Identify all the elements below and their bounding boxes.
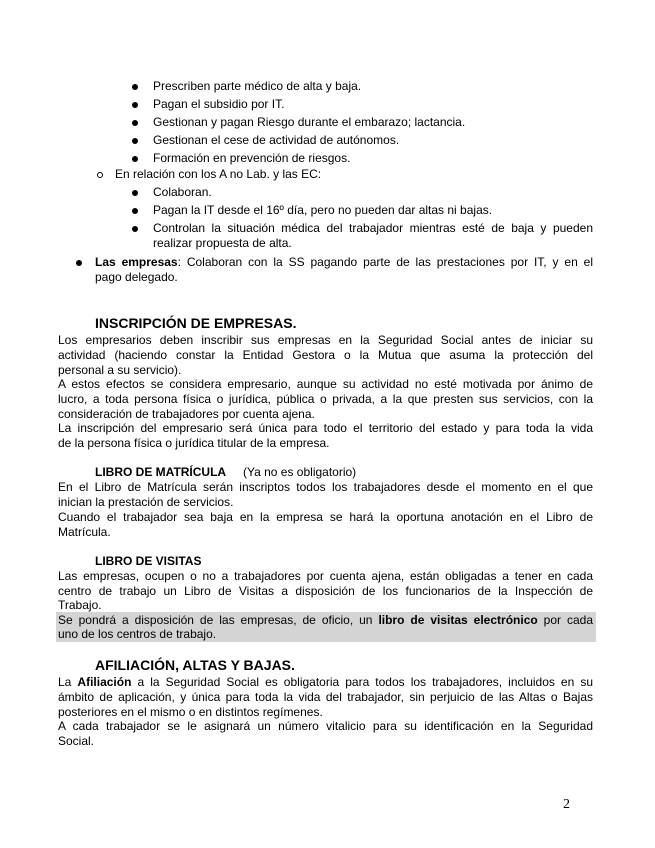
paragraph-line [58, 613, 593, 628]
emphasis-text: Las empresas [95, 255, 178, 269]
paragraph-line: inician la prestación de servicios. [58, 495, 234, 509]
paragraph-line: Social. [58, 734, 95, 748]
list-item: Pagan la IT desde el 16º día, pero no pueden dar altas ni bajas. [153, 203, 493, 217]
subsection-heading: LIBRO DE MATRÍCULA [95, 465, 227, 479]
bullet-icon [132, 120, 138, 126]
list-item: Gestionan el cese de actividad de autónomos. [153, 133, 400, 147]
paragraph-line: Cuando el trabajador sea baja en la empresa se hará la oportuna anotación en el Libro de [58, 510, 593, 524]
list-item-continuation: pago delegado. [95, 270, 178, 284]
paragraph-line: A estos efectos se considera empresario, aunque su actividad no esté motivada por ánimo de [58, 377, 593, 391]
paragraph-line: Los empresarios deben inscribir sus empresas en la Seguridad Social antes de iniciar su [58, 333, 593, 347]
list-item: Gestionan y pagan Riesgo durante el embarazo; lactancia. [153, 115, 466, 129]
paragraph-text: por cada [537, 613, 593, 627]
bullet-icon [132, 156, 138, 162]
subsection-note: (Ya no es obligatorio) [243, 465, 357, 479]
paragraph-line: posteriores en el mismo o en distintos regímenes. [58, 705, 323, 719]
page-number: 2 [563, 797, 570, 812]
bullet-icon [132, 84, 138, 90]
paragraph-line: Matrícula. [58, 525, 111, 539]
section-heading: INSCRIPCIÓN DE EMPRESAS. [95, 315, 297, 331]
emphasis-text: libro de visitas electrónico [378, 613, 538, 627]
paragraph-line: Trabajo. [58, 598, 102, 612]
paragraph-line: Las empresas, ocupen o no a trabajadores por cuenta ajena, están obligadas a tener en cada [58, 569, 593, 583]
paragraph-line: consideración de trabajadores por cuenta ajena. [58, 407, 315, 421]
bullet-icon [132, 226, 138, 232]
emphasis-text: Afiliación [77, 675, 132, 689]
bullet-icon [76, 260, 82, 266]
bullet-icon [132, 208, 138, 214]
paragraph-line [58, 675, 593, 690]
list-item: Colaboran. [153, 185, 212, 199]
list-item: Pagan el subsidio por IT. [153, 97, 285, 111]
paragraph-line: La inscripción del empresario será única para todo el territorio del estado y para toda la vida [58, 421, 593, 435]
paragraph-line: personal a su servicio). [58, 363, 182, 377]
paragraph-text: a la Seguridad Social es obligatoria para todos los trabajadores, incluidos en su [131, 675, 594, 689]
paragraph-line: ámbito de aplicación, y única para toda la vida del trabajador, sin perjuicio de las Altas o Bajas [58, 690, 593, 704]
section-heading: AFILIACIÓN, ALTAS Y BAJAS. [95, 657, 295, 673]
paragraph-line: A cada trabajador se le asignará un número vitalicio para su identificación en la Seguridad [58, 719, 593, 733]
list-item [95, 255, 593, 270]
paragraph-line: lucro, a toda persona física o jurídica, pública o privada, a la que presten sus servicios, con la [58, 392, 593, 406]
bullet-icon [132, 102, 138, 108]
list-item-continuation: realizar propuesta de alta. [153, 236, 292, 250]
list-item: Formación en prevención de riesgos. [153, 151, 351, 165]
paragraph-text: Se pondrá a disposición de las empresas, de oficio, un [58, 613, 379, 627]
list-item: Controlan la situación médica del trabajador mientras esté de baja y pueden [153, 221, 593, 235]
paragraph-line: de la persona física o jurídica titular de la empresa. [58, 436, 330, 450]
hollow-bullet-icon [97, 172, 103, 178]
paragraph-line: actividad (haciendo constar la Entidad Gestora o la Mutua que asuma la protección del [58, 348, 593, 362]
list-item-text: : Colaboran con la SS pagando parte de las prestaciones por IT, y en el [177, 255, 593, 269]
paragraph-line: En el Libro de Matrícula serán inscriptos todos los trabajadores desde el momento en el que [58, 480, 593, 494]
paragraph-text: La [58, 675, 78, 689]
paragraph-line: uno de los centros de trabajo. [58, 627, 217, 641]
paragraph-line: centro de trabajo un Libro de Visitas a disposición de los funcionarios de la Inspección de [58, 584, 593, 598]
bullet-icon [132, 190, 138, 196]
list-item: Prescriben parte médico de alta y baja. [153, 79, 362, 93]
subsection-heading: LIBRO DE VISITAS [95, 554, 202, 568]
list-item: En relación con los A no Lab. y las EC: [115, 167, 322, 181]
bullet-icon [132, 138, 138, 144]
